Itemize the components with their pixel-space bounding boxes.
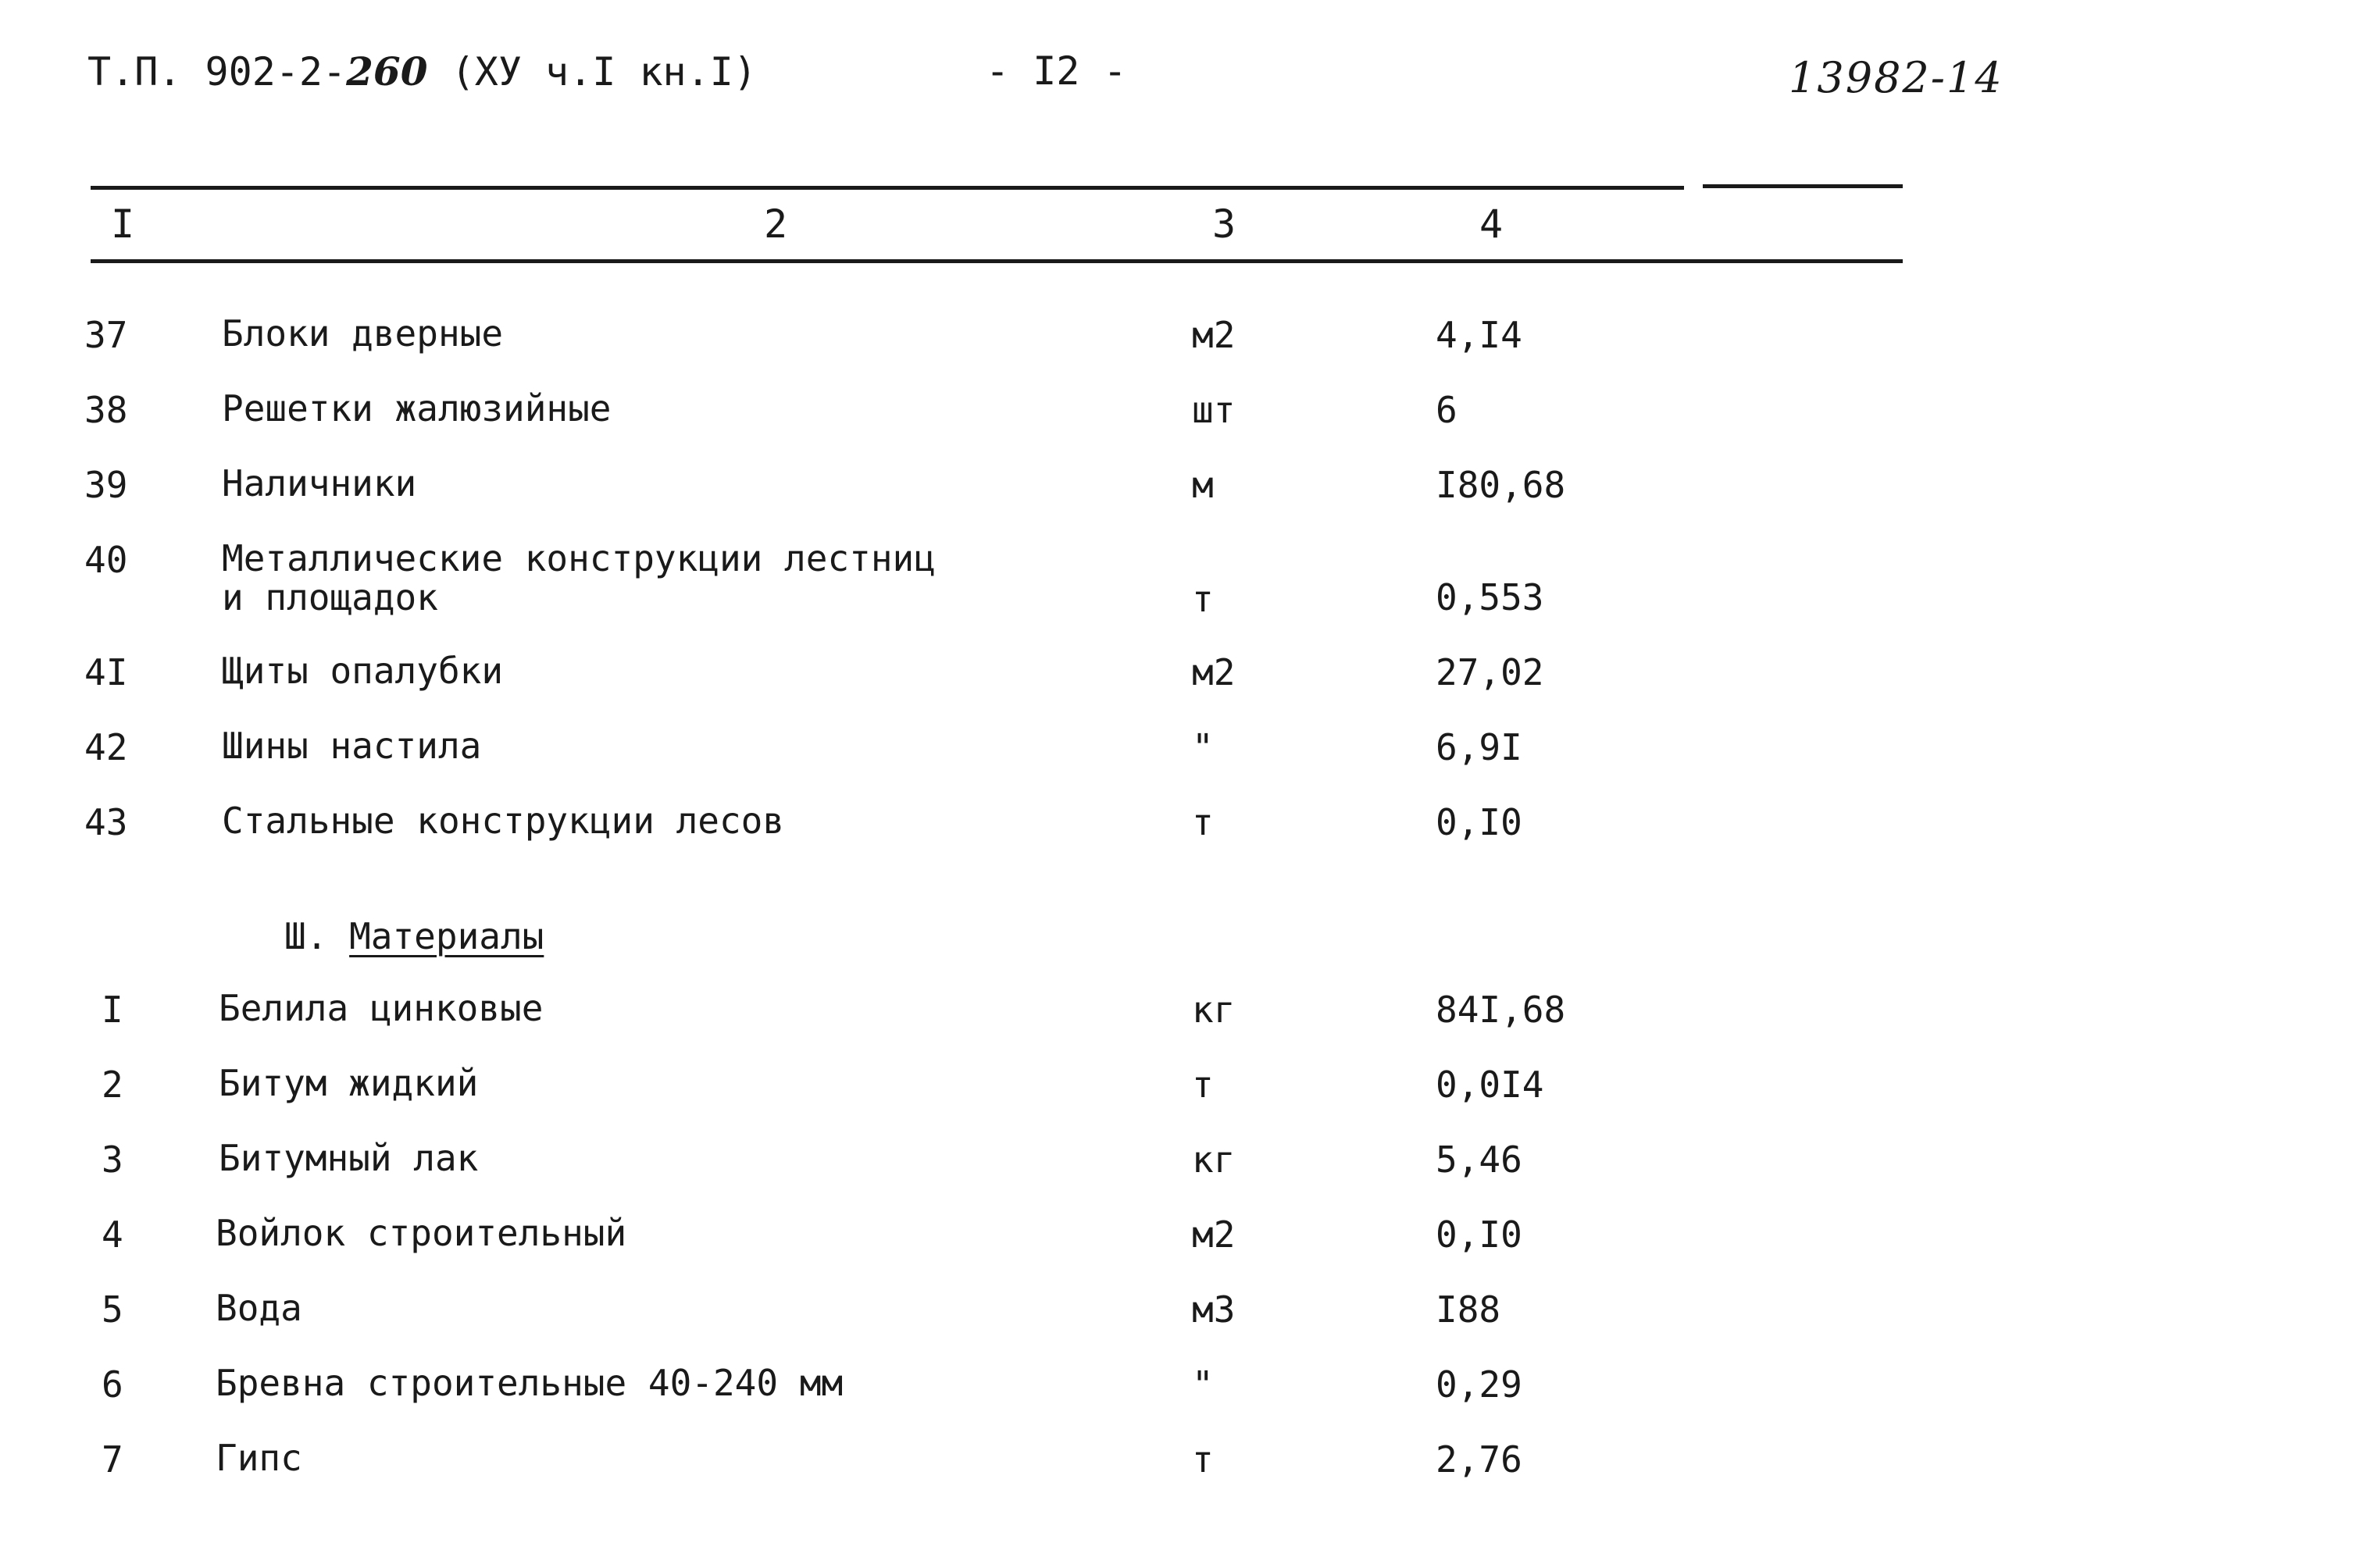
row-quantity: 0,29 [1436,1363,1522,1406]
row-name: Белила цинковые [219,987,544,1029]
row-unit: м2 [1192,651,1236,693]
table-header-rule [91,259,1903,263]
row-name: Шины настила [222,725,482,767]
row-number: 43 [84,801,128,843]
row-quantity: 27,02 [1436,651,1544,693]
row-quantity: 84I,68 [1436,989,1566,1031]
section-numeral: Ш. [284,915,328,957]
row-number: 42 [84,726,128,768]
row-unit: м3 [1192,1288,1236,1331]
row-number: 4I [84,651,128,693]
column-header-3: 3 [1212,201,1236,247]
row-name: Войлок строительный [216,1212,627,1254]
row-number: 40 [84,539,128,581]
row-unit: т [1192,801,1214,843]
row-unit: т [1192,1064,1214,1106]
row-quantity: 6 [1436,389,1458,431]
row-quantity: 4,I4 [1436,314,1522,356]
row-unit: " [1192,726,1214,768]
table-top-rule [91,186,1684,190]
row-name: Решетки жалюзийные [222,387,612,429]
row-quantity: I88 [1436,1288,1501,1331]
row-number: 7 [102,1438,123,1481]
row-name: Наличники [222,462,417,504]
row-unit: м2 [1192,1213,1236,1256]
row-name: Гипс [216,1437,302,1479]
row-number: 5 [102,1288,123,1331]
row-unit: м2 [1192,314,1236,356]
column-header-4: 4 [1479,201,1504,247]
row-quantity: 0,I0 [1436,801,1522,843]
row-quantity: 0,I0 [1436,1213,1522,1256]
row-quantity: 5,46 [1436,1139,1522,1181]
row-number: 38 [84,389,128,431]
registration-number: 13982-14 [1789,53,2003,102]
table-top-rule-right [1703,184,1903,188]
row-unit: т [1192,1438,1214,1481]
doc-ref-handwritten: 260 [346,48,428,94]
page-number: - I2 - [986,48,1127,94]
row-quantity: 0,553 [1436,576,1544,618]
row-quantity: 6,9I [1436,726,1522,768]
document-reference [87,48,757,94]
row-number: 3 [102,1139,123,1181]
row-name-line-1: Металлические конструкции лестниц [222,537,936,579]
row-quantity: 0,0I4 [1436,1064,1544,1106]
row-unit: кг [1192,1139,1236,1181]
row-name: Битумный лак [219,1137,479,1179]
row-number: I [102,989,123,1031]
row-quantity: 2,76 [1436,1438,1522,1481]
section-heading [284,915,544,957]
row-number: 6 [102,1363,123,1406]
row-number: 2 [102,1064,123,1106]
row-name-line-2: и площадок [222,576,438,618]
table-row [0,539,1875,625]
row-name [222,539,936,617]
row-name: Вода [216,1287,302,1329]
row-quantity: I80,68 [1436,464,1566,506]
row-name: Битум жидкий [219,1062,479,1104]
row-number: 4 [102,1213,123,1256]
row-number: 39 [84,464,128,506]
row-unit: шт [1192,389,1236,431]
row-name: Блоки дверные [222,312,504,355]
row-unit: т [1192,578,1214,620]
row-name: Щиты опалубки [222,650,504,692]
doc-ref-suffix: (ХУ ч.I кн.I) [427,49,757,94]
doc-ref-prefix: Т.П. 902-2- [87,49,347,94]
row-number: 37 [84,314,128,356]
row-unit: м [1192,464,1214,506]
section-title: Материалы [349,915,544,957]
row-name: Бревна строительные 40-240 мм [216,1362,844,1404]
column-header-2: 2 [764,201,788,247]
row-name: Стальные конструкции лесов [222,800,785,842]
row-unit: " [1192,1363,1214,1406]
row-unit: кг [1192,989,1236,1031]
column-header-1: I [111,201,135,247]
